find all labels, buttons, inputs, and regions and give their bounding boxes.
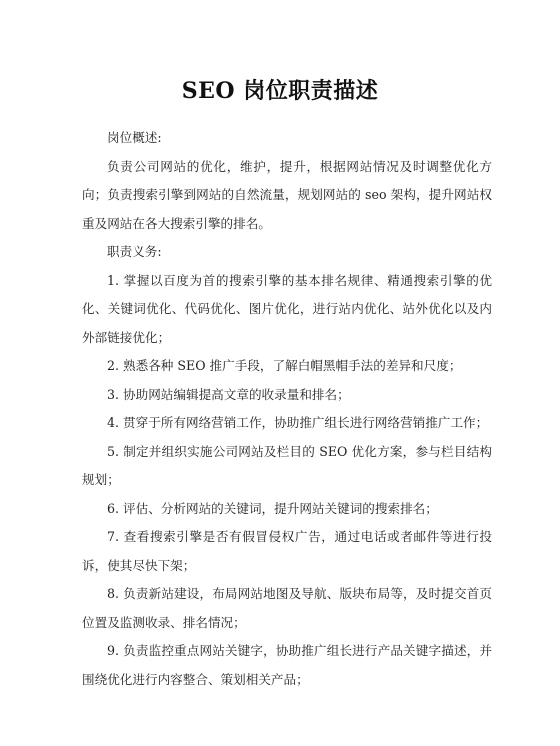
- duty-item-2: 2. 熟悉各种 SEO 推广手段，了解白帽黑帽手法的差异和尺度；: [107, 358, 462, 373]
- duty-item-8: 8. 负责新站建设，布局网站地图及导航、版块布局等，及时提交首页位置及监测收录、排名情况；: [82, 586, 492, 630]
- duty-item-6: 6. 评估、分析网站的关键词，提升网站关键词的搜索排名；: [107, 500, 438, 516]
- document-title: SEO 岗位职责描述: [181, 78, 379, 104]
- duty-item-3: 3. 协助网站编辑提高文章的收录量和排名；: [107, 386, 350, 402]
- duty-item-4: 4. 贯穿于所有网络营销工作，协助推广组长进行网络营销推广工作；: [107, 415, 489, 430]
- duties-heading: 职责义务:: [107, 244, 162, 259]
- document-body: [82, 124, 492, 694]
- overview-heading: 岗位概述:: [107, 130, 162, 145]
- duty-item-5: 5. 制定并组织实施公司网站及栏目的 SEO 优化方案，参与栏目结构规划；: [82, 443, 492, 487]
- duty-item-1: 1. 掌握以百度为首的搜索引擎的基本排名规律、精通搜索引擎的优化、关键词优化、代码优化、图片优化，进行站内优化、站外优化以及内外部链接优化；: [82, 272, 492, 345]
- overview-text: 负责公司网站的优化，维护，提升，根据网站情况及时调整优化方向；负责搜索引擎到网站的自然流量，规划网站的 seo 架构，提升网站权重及网站在各大搜索引擎的排名。: [82, 158, 492, 231]
- duty-item-7: 7. 查看搜索引擎是否有假冒侵权广告，通过电话或者邮件等进行投诉，使其尽快下架；: [82, 529, 492, 573]
- duty-item-9: 9. 负责监控重点网站关键字，协助推广组长进行产品关键字描述，并围绕优化进行内容整合、策划相关产品；: [82, 643, 492, 687]
